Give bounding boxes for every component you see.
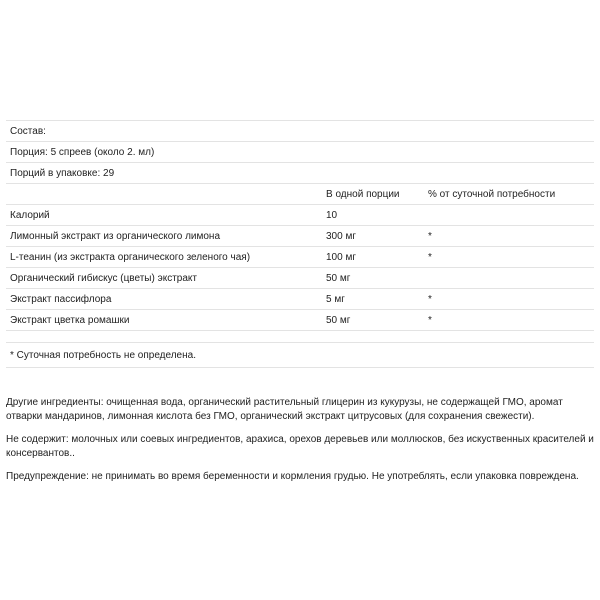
table-row (6, 289, 594, 310)
table-row (6, 226, 594, 247)
other-ingredients: Другие ингредиенты: очищенная вода, органический растительный глицерин из кукурузы, не содержащей ГМО, аромат отварки мандаринов, лимонная кислота без ГМО, органический экстракт цитрусовых (для сохранения свежести). (6, 397, 563, 422)
ingredient-name: L-теанин (из экстракта органического зеленого чая) (10, 251, 251, 263)
does-not-contain: Не содержит: молочных или соевых ингредиентов, арахиса, орехов деревьев или моллюсков, без искуственных красителей и консервантов.. (6, 434, 594, 459)
ingredient-name: Органический гибискус (цветы) экстракт (10, 272, 197, 284)
table-row (6, 310, 594, 331)
composition-label: Состав: (10, 125, 46, 137)
ingredient-name: Экстракт пассифлора (10, 293, 112, 305)
composition-row (6, 121, 594, 142)
ingredient-amount: 100 мг (326, 251, 356, 263)
ingredient-amount: 50 мг (326, 314, 351, 326)
warning: Предупреждение: не принимать во время беременности и кормления грудью. Не употреблять, если упаковка повреждена. (6, 471, 579, 482)
ingredient-amount: 50 мг (326, 272, 351, 284)
ingredient-name: Калорий (10, 209, 50, 221)
ingredient-daily-value: * (428, 251, 432, 263)
table-spacer-row (6, 331, 594, 343)
ingredient-name: Лимонный экстракт из органического лимона (10, 230, 221, 242)
serving-size: Порция: 5 спреев (около 2. мл) (10, 146, 155, 158)
ingredient-amount: 300 мг (326, 230, 356, 242)
table-row (6, 205, 594, 226)
ingredient-daily-value: * (428, 230, 432, 242)
serving-size-row (6, 142, 594, 163)
servings-per-container-row (6, 163, 594, 184)
table-header-row (6, 184, 594, 205)
table-row (6, 247, 594, 268)
ingredient-amount: 10 (326, 209, 338, 221)
ingredient-daily-value: * (428, 314, 432, 326)
servings-per-container: Порций в упаковке: 29 (10, 167, 115, 179)
supplement-facts-table (6, 120, 594, 368)
footnote-row (6, 343, 594, 368)
footnote: * Суточная потребность не определена. (10, 349, 196, 361)
ingredient-name: Экстракт цветка ромашки (10, 314, 130, 326)
column-header-daily-value: % от суточной потребности (428, 188, 556, 200)
additional-info (6, 396, 594, 493)
table-row (6, 268, 594, 289)
ingredient-daily-value: * (428, 293, 432, 305)
ingredient-amount: 5 мг (326, 293, 345, 305)
column-header-amount: В одной порции (326, 188, 400, 200)
